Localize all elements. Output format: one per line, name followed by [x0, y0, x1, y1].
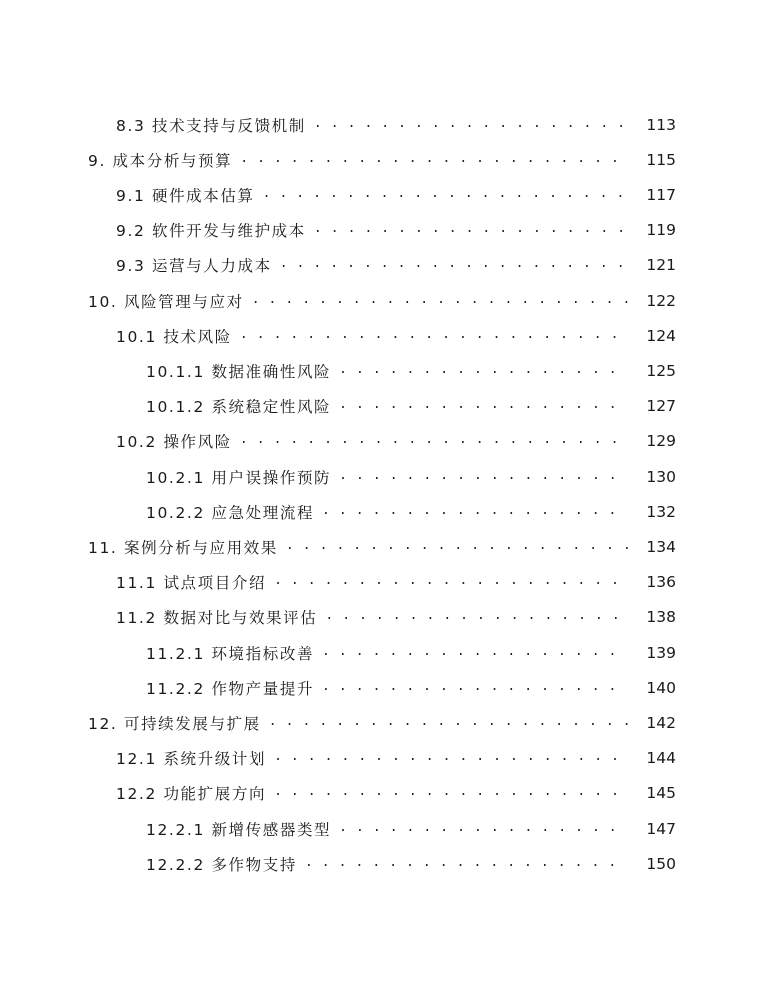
toc-entry-title: 数据准确性风险 — [211, 362, 332, 381]
toc-entry[interactable] — [146, 459, 676, 494]
toc-entry-title: 功能扩展方向 — [163, 785, 267, 804]
toc-entry-title: 系统升级计划 — [163, 750, 267, 769]
toc-page-number: 130 — [646, 467, 676, 486]
toc-page-number: 127 — [646, 397, 676, 416]
toc-entry-number: 10.2 — [116, 433, 157, 452]
toc-entry-label — [116, 747, 266, 769]
toc-page-number: 136 — [646, 573, 676, 592]
toc-entry[interactable] — [146, 811, 676, 846]
toc-page-number: 119 — [646, 221, 676, 240]
dot-leader — [263, 186, 628, 204]
toc-page-number: 125 — [646, 361, 676, 380]
dot-leader — [240, 327, 628, 345]
toc-entry-label — [116, 254, 272, 276]
toc-entry-number: 9.1 — [116, 186, 146, 205]
toc-entry-title: 数据对比与效果评估 — [163, 609, 318, 628]
toc-entry-title: 成本分析与预算 — [112, 151, 233, 170]
toc-entry-label — [88, 149, 232, 171]
toc-entry[interactable] — [116, 107, 676, 142]
toc-entry[interactable] — [116, 741, 676, 776]
toc-page-number: 115 — [646, 150, 676, 169]
toc-entry-title: 系统稳定性风险 — [211, 398, 332, 417]
toc-entry[interactable] — [146, 635, 676, 670]
toc-entry[interactable] — [146, 353, 676, 388]
toc-entry-number: 11.2.2 — [146, 679, 205, 698]
dot-leader — [280, 256, 628, 274]
toc-entry-number: 10.2.2 — [146, 503, 205, 522]
toc-page-number: 124 — [646, 326, 676, 345]
dot-leader — [314, 116, 628, 134]
toc-page-number: 142 — [646, 713, 676, 732]
toc-entry-title: 新增传感器类型 — [211, 820, 332, 839]
toc-page-number: 121 — [646, 256, 676, 275]
toc-entry[interactable] — [116, 177, 676, 212]
toc-entry-title: 用户误操作预防 — [211, 468, 332, 487]
toc-entry-label — [116, 219, 306, 241]
toc-entry-title: 环境指标改善 — [211, 644, 315, 663]
toc-entry-title: 可持续发展与扩展 — [123, 714, 261, 733]
toc-entry-title: 运营与人力成本 — [151, 257, 272, 276]
dot-leader — [286, 538, 628, 556]
toc-entry[interactable] — [116, 248, 676, 283]
dot-leader — [314, 221, 628, 239]
toc-entry[interactable] — [146, 846, 676, 881]
toc-entry-title: 技术支持与反馈机制 — [151, 116, 306, 135]
toc-page-number: 150 — [646, 854, 676, 873]
toc-entry[interactable] — [88, 283, 676, 318]
toc-entry-title: 应急处理流程 — [211, 503, 315, 522]
dot-leader — [339, 468, 628, 486]
toc-entry-number: 10. — [88, 292, 118, 311]
toc-entry[interactable] — [116, 600, 676, 635]
toc-entry-label — [116, 114, 306, 136]
toc-entry-label — [88, 536, 278, 558]
toc-entry-label — [146, 853, 297, 875]
toc-entry-label — [116, 571, 266, 593]
dot-leader — [240, 432, 628, 450]
dot-leader — [274, 749, 628, 767]
toc-entry-label — [146, 642, 314, 664]
toc-entry[interactable] — [116, 318, 676, 353]
toc-entry-number: 12.1 — [116, 750, 157, 769]
toc-entry-number: 10.1.2 — [146, 398, 205, 417]
toc-entry-title: 操作风险 — [163, 433, 232, 452]
toc-entry-label — [116, 782, 266, 804]
toc-entry[interactable] — [146, 670, 676, 705]
toc-page-number: 140 — [646, 678, 676, 697]
dot-leader — [322, 503, 628, 521]
toc-entry-number: 11.2 — [116, 609, 157, 628]
toc-entry[interactable] — [88, 529, 676, 564]
toc-page-number: 145 — [646, 784, 676, 803]
dot-leader — [322, 644, 628, 662]
dot-leader — [269, 714, 628, 732]
toc-entry-label — [146, 395, 331, 417]
toc-entry-number: 12.2.1 — [146, 820, 205, 839]
toc-entry-label — [116, 606, 317, 628]
toc-entry-number: 9.3 — [116, 257, 146, 276]
dot-leader — [322, 679, 628, 697]
toc-entry[interactable] — [146, 494, 676, 529]
toc-entry[interactable] — [146, 389, 676, 424]
toc-entry-label — [146, 360, 331, 382]
toc-entry-number: 12.2.2 — [146, 855, 205, 874]
toc-page-number: 147 — [646, 819, 676, 838]
toc-entry-number: 8.3 — [116, 116, 146, 135]
dot-leader — [252, 292, 628, 310]
toc-page-number: 134 — [646, 537, 676, 556]
toc-entry-title: 作物产量提升 — [211, 679, 315, 698]
dot-leader — [274, 573, 628, 591]
toc-entry-label — [116, 430, 232, 452]
toc-entry-title: 硬件成本估算 — [151, 186, 255, 205]
toc-entry-title: 多作物支持 — [211, 855, 297, 874]
toc-page-number: 122 — [646, 291, 676, 310]
toc-entry-title: 试点项目介绍 — [163, 574, 267, 593]
toc-page-number: 113 — [646, 115, 676, 134]
toc-entry-title: 风险管理与应对 — [123, 292, 244, 311]
dot-leader — [240, 151, 628, 169]
toc-entry-number: 11.2.1 — [146, 644, 205, 663]
toc-page-number: 139 — [646, 643, 676, 662]
toc-entry-number: 10.2.1 — [146, 468, 205, 487]
toc-entry-label — [146, 818, 331, 840]
toc-entry-label — [116, 325, 232, 347]
toc-entry[interactable] — [116, 213, 676, 248]
toc-entry-number: 12. — [88, 714, 118, 733]
toc-entry[interactable] — [116, 776, 676, 811]
toc-page-number: 138 — [646, 608, 676, 627]
dot-leader — [274, 784, 628, 802]
toc-entry-number: 9.2 — [116, 222, 146, 241]
toc-entry[interactable] — [116, 565, 676, 600]
toc-entry-number: 9. — [88, 151, 106, 170]
dot-leader — [339, 820, 628, 838]
toc-entry-label — [116, 184, 255, 206]
toc-entry-number: 10.1 — [116, 327, 157, 346]
toc-entry-label — [146, 501, 314, 523]
toc-entry-number: 11. — [88, 538, 118, 557]
dot-leader — [325, 608, 628, 626]
toc-entry[interactable] — [88, 705, 676, 740]
toc-entry-title: 技术风险 — [163, 327, 232, 346]
dot-leader — [339, 397, 628, 415]
toc-entry[interactable] — [88, 142, 676, 177]
toc-entry-number: 11.1 — [116, 574, 157, 593]
toc-entry-title: 案例分析与应用效果 — [123, 538, 278, 557]
toc-entry-number: 12.2 — [116, 785, 157, 804]
toc-page-number: 129 — [646, 432, 676, 451]
toc-entry-label — [146, 677, 314, 699]
toc-entry-number: 10.1.1 — [146, 362, 205, 381]
dot-leader — [305, 855, 628, 873]
toc-entry-label — [88, 712, 261, 734]
toc-page-number: 132 — [646, 502, 676, 521]
toc-entry[interactable] — [116, 424, 676, 459]
dot-leader — [339, 362, 628, 380]
toc-page-number: 144 — [646, 749, 676, 768]
toc-entry-title: 软件开发与维护成本 — [151, 222, 306, 241]
toc-entry-label — [146, 466, 331, 488]
toc-page-number: 117 — [646, 185, 676, 204]
toc-entry-label — [88, 290, 244, 312]
